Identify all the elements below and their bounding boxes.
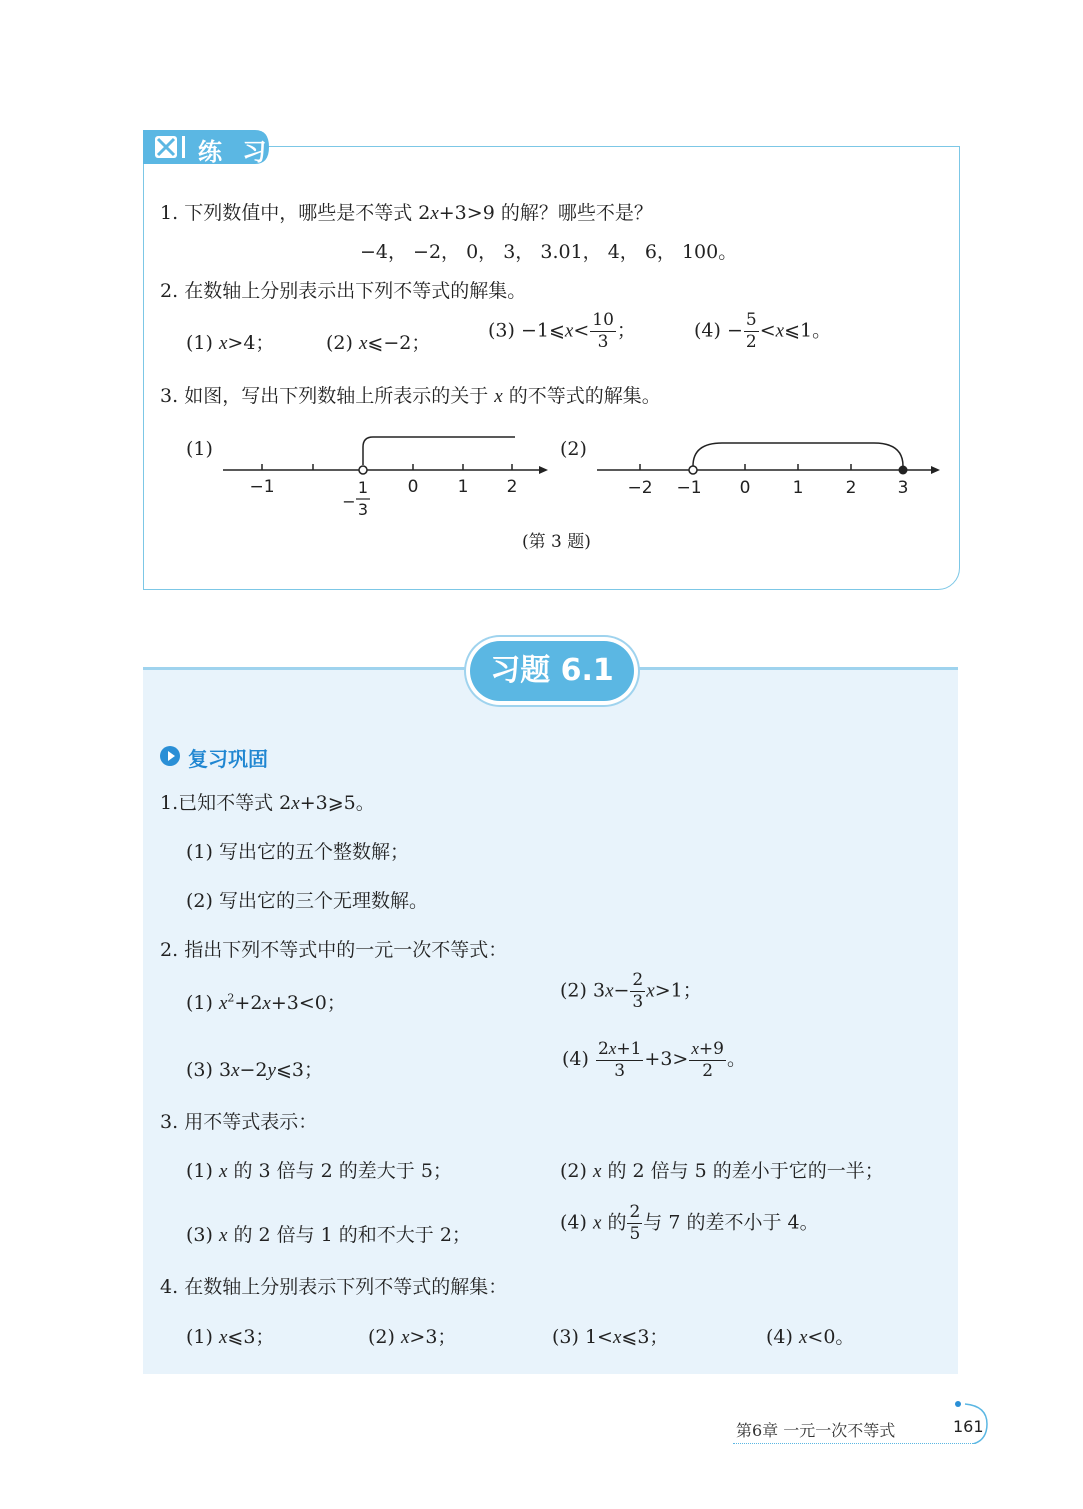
exercise-q4-item2: (2) x>3； (368, 1326, 457, 1348)
tick-label: 2 (506, 477, 518, 497)
footer-rule (733, 1443, 973, 1444)
practice-q1-values: −4， −2， 0， 3， 3.01， 4， 6， 100。 (360, 241, 738, 263)
figure-caption: (第 3 题) (522, 532, 591, 552)
tick-label: 2 (845, 478, 857, 498)
exercise-q2-item1: (1) $x^2+2x+3<0$； (186, 991, 346, 1014)
number-line-2 (592, 425, 952, 505)
tick-label: 1 (792, 478, 804, 498)
page-number: 161 (953, 1417, 984, 1436)
exercise-q2-item4: (4) $\frac{2x+1}{3}$ +3> $\frac{x+9}{2}$ 。 (562, 1039, 746, 1081)
point-sign: − (342, 492, 356, 511)
exercise-q4-item1: (1) x⩽3； (186, 1326, 275, 1348)
exercise-q3-sub2: (2) x 的 2 倍与 5 的差小于它的一半； (560, 1160, 884, 1182)
fig2-label: (2) (560, 438, 587, 460)
tick-label: −2 (627, 478, 653, 498)
tick-label: −1 (249, 477, 275, 497)
practice-q2: 2. 在数轴上分别表示出下列不等式的解集。 (160, 280, 527, 302)
exercise-q2: 2. 指出下列不等式中的一元一次不等式： (160, 939, 508, 961)
exercise-q4-item3: (3) 1<x⩽3； (552, 1326, 669, 1348)
exercise-q1-sub1: (1) 写出它的五个整数解； (186, 841, 409, 863)
fig1-label: (1) (186, 438, 213, 460)
practice-q1: 1. 下列数值中，哪些是不等式 2x+3>9 的解？哪些不是？ (160, 202, 653, 224)
page-corner-arc (955, 1400, 989, 1444)
tick-label: 1 (457, 477, 469, 497)
practice-label: 练 习 (198, 138, 273, 166)
number-line-1 (215, 425, 560, 525)
exercise-q3-sub4: (4) x 的 $\frac{2}{5}$ 与 7 的差不小于 4。 (560, 1202, 819, 1244)
tick-label: 0 (407, 477, 419, 497)
closed-point (899, 466, 908, 475)
exercise-q3-sub3: (3) x 的 2 倍与 1 的和不大于 2； (186, 1224, 471, 1246)
footer-chapter: 第6章 一元一次不等式 (736, 1421, 896, 1440)
exercise-q2-item2: (2) 3x− $\frac{2}{3}$ x>1； (560, 970, 702, 1012)
exercise-q1: 1.已知不等式 2x+3⩾5。 (160, 792, 375, 814)
point-num: 1 (357, 478, 369, 497)
exercise-q1-sub2: (2) 写出它的三个无理数解。 (186, 890, 428, 912)
practice-q3: 3. 如图，写出下列数轴上所表示的关于 x 的不等式的解集。 (160, 385, 661, 407)
exercise-q2-item3: (3) 3x−2y⩽3； (186, 1059, 323, 1081)
exercise-panel (143, 668, 958, 1374)
exercise-q3-sub1: (1) x 的 3 倍与 2 的差大于 5； (186, 1160, 452, 1182)
tick-label: 0 (739, 478, 751, 498)
play-icon (160, 746, 180, 766)
practice-q2-item2: (2) x⩽−2； (326, 332, 431, 354)
tick-label: −1 (676, 478, 702, 498)
open-point (359, 466, 367, 474)
exercise-title: 习题 6.1 (490, 653, 614, 688)
exercise-q4-item4: (4) x<0。 (766, 1326, 855, 1348)
exercise-q4: 4. 在数轴上分别表示下列不等式的解集： (160, 1276, 508, 1298)
tick-label: 3 (897, 478, 909, 498)
point-den: 3 (357, 500, 369, 519)
practice-q2-item1: (1) x>4； (186, 332, 275, 354)
practice-q2-item3: (3) −1⩽x< $\frac{10}{3}$ ； (488, 310, 636, 352)
exercise-q3: 3. 用不等式表示： (160, 1111, 318, 1133)
section-review-label: 复习巩固 (188, 747, 268, 771)
practice-q2-item4: (4) − $\frac{5}{2}$ <x⩽1。 (694, 310, 832, 352)
open-point (689, 466, 697, 474)
